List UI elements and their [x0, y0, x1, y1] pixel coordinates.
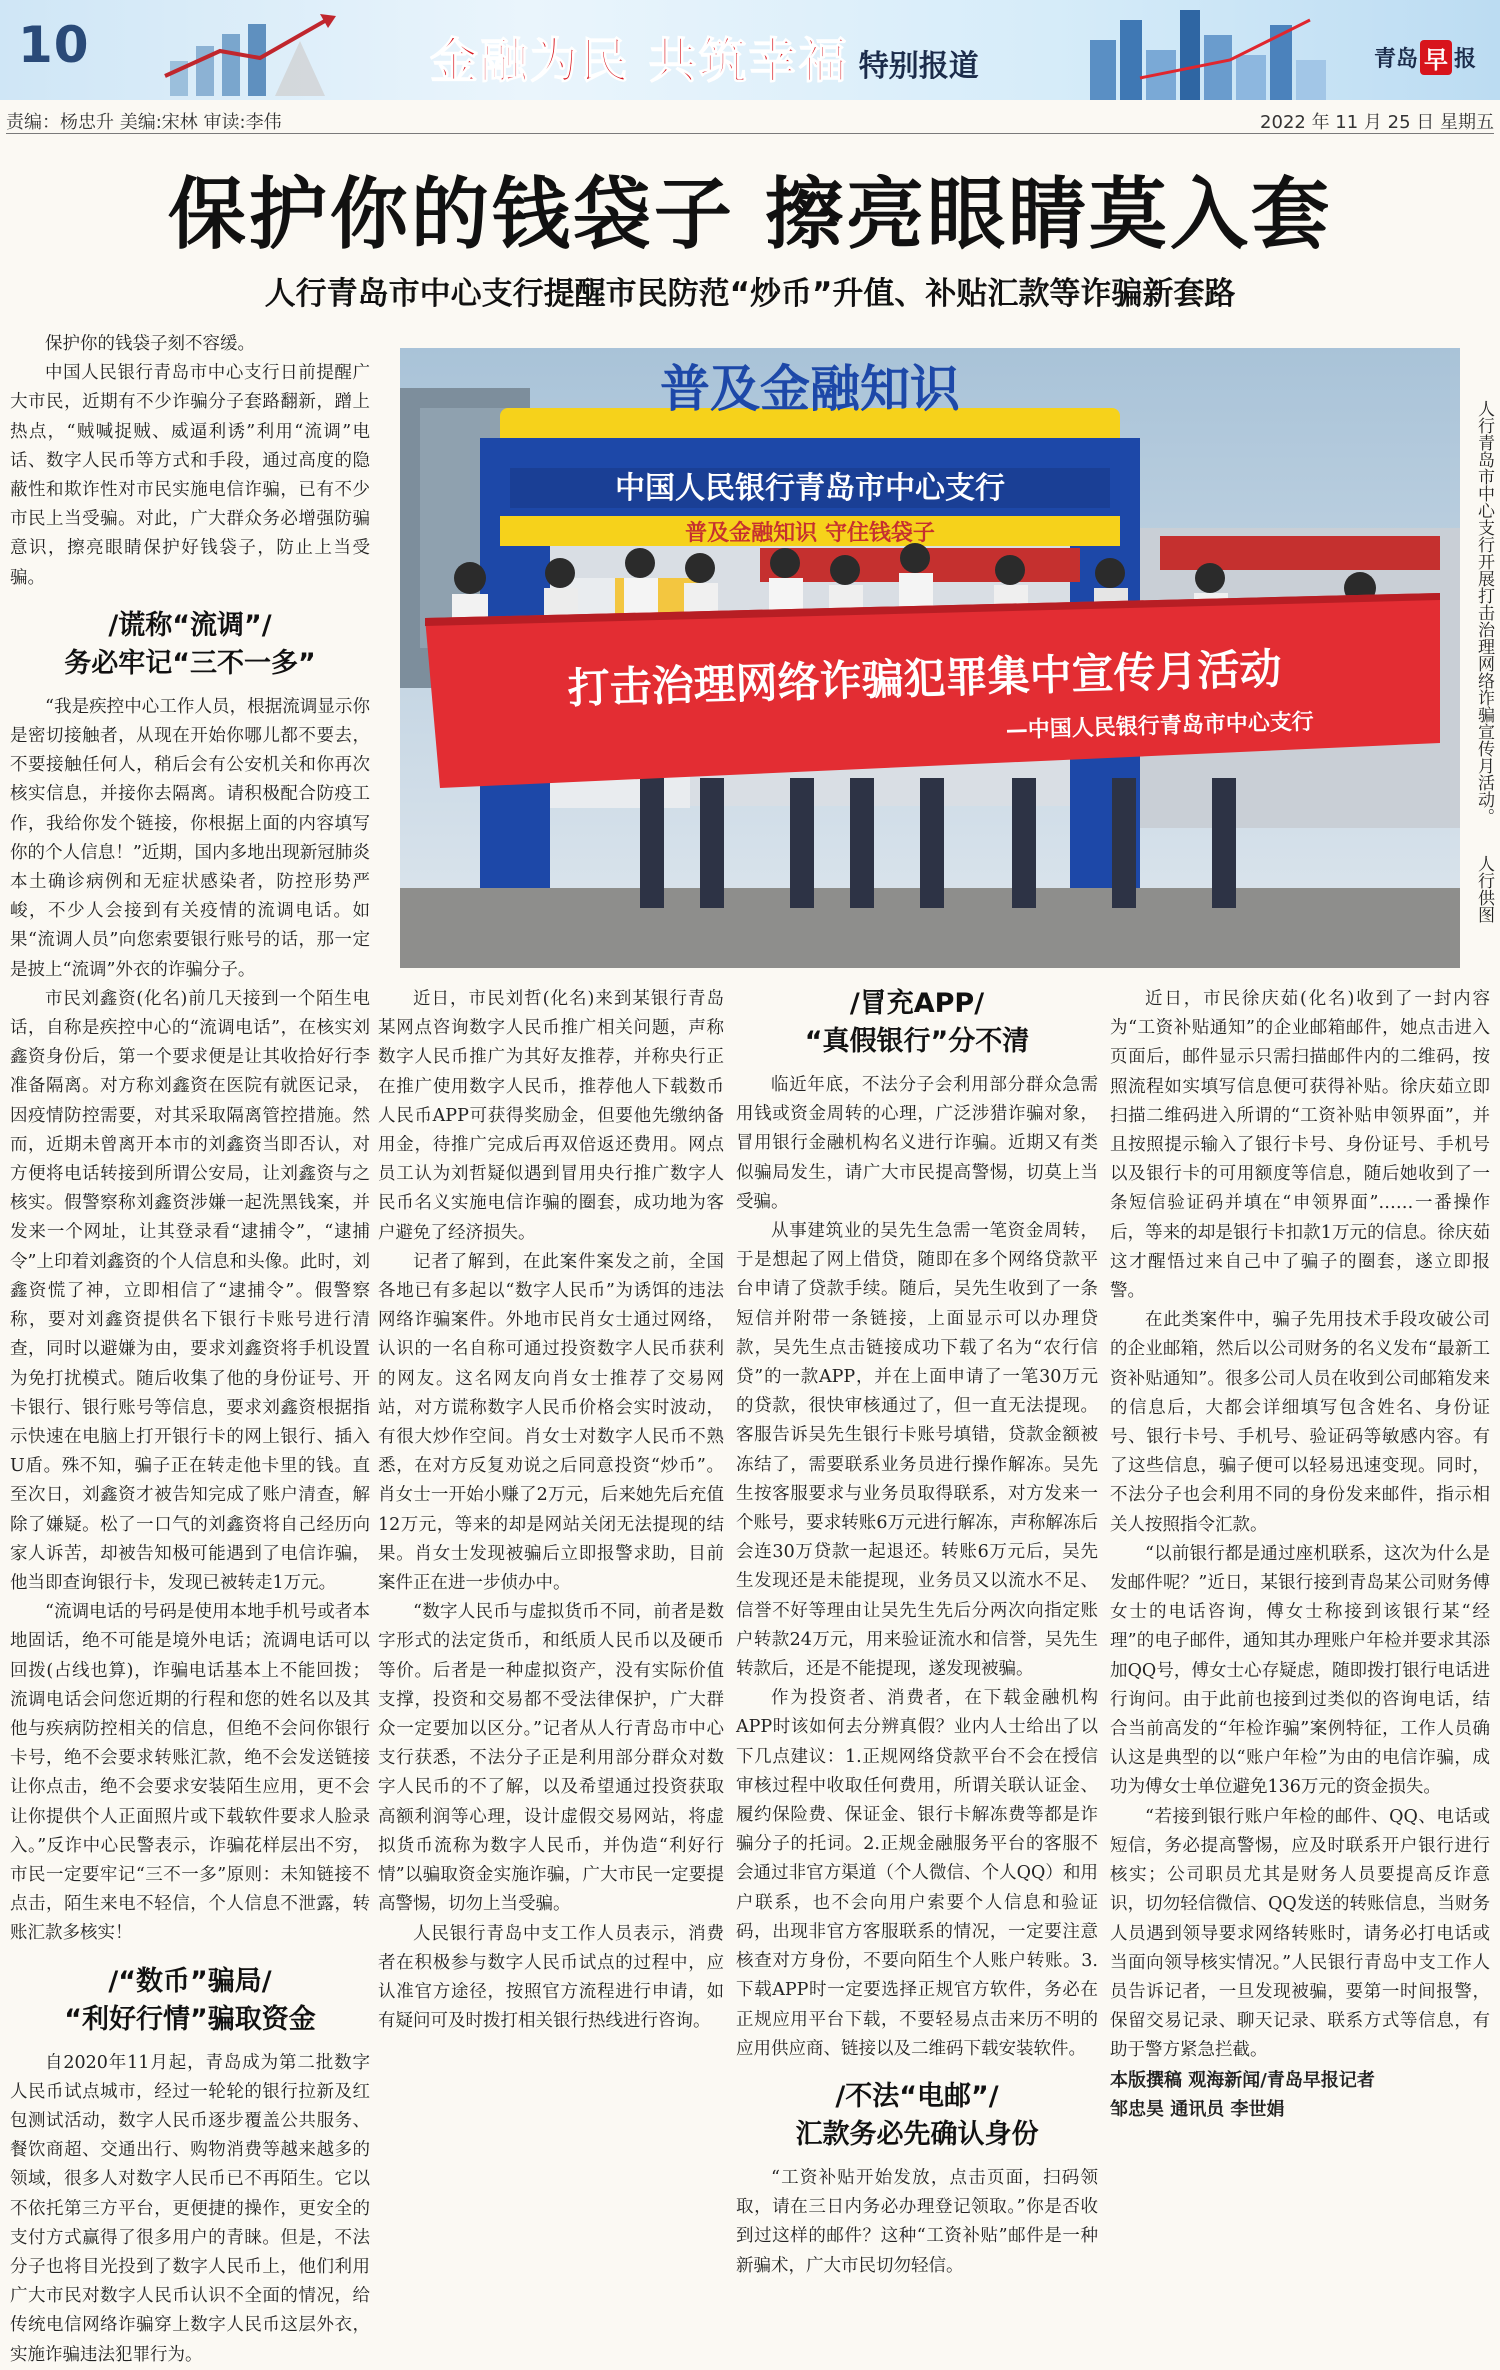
article-column-1 [10, 330, 370, 2365]
issue-date: 2022 年 11 月 25 日 星期五 [1260, 112, 1494, 133]
brand-seal: 早 [1420, 40, 1452, 75]
article-paragraph: 近日，市民徐庆茹(化名)收到了一封内容为“工资补贴通知”的企业邮箱邮件，她点击进入页面后，邮件显示只需扫描邮件内的二维码，按照流程如实填写信息便可获得补贴。徐庆茹立即扫描二维码进入所谓的“工资补贴申领界面”，并且按照提示输入了银行卡号、身份证号、手机号以及银行卡的可用额度等信息，随后她收到了一条短信验证码并填在“申领界面”……一番操作后，等来的却是银行卡扣款1万元的信息。徐庆茹这才醒悟过来自己中了骗子的圈套，遂立即报警。 [1110, 989, 1490, 1302]
article-column-4 [1110, 985, 1490, 2230]
article-byline: 本版撰稿 观海新闻/青岛早报记者 [1110, 2069, 1375, 2091]
article-paragraph: 自2020年11月起，青岛成为第二批数字人民币试点城市，经过一轮轮的银行拉新及红包测试活动，数字人民币逐步覆盖公共服务、餐饮商超、交通出行、购物消费等越来越多的领域，很多人对数字人民币已不再陌生。它以不依托第三方平台，更便捷的操作，更安全的支付方式赢得了很多用户的青睐。但是，不法分子也将目光投到了数字人民币上，他们利用广大市民对数字人民币认识不全面的情况，给传统电信网络诈骗穿上数字人民币这层外衣，实施诈骗违法犯罪行为。 [10, 2052, 370, 2365]
article-paragraph: 人民银行青岛中支工作人员表示，消费者在积极参与数字人民币试点的过程中，应认准官方途径，按照官方流程进行申请，如有疑问可及时拨打相关银行热线进行咨询。 [378, 1923, 724, 2032]
growth-bars-decoration [160, 6, 410, 96]
photo-top-sign: 普及金融知识 [660, 360, 960, 418]
photo-arch-slogan: 普及金融知识 守住钱袋子 [685, 521, 935, 546]
banner-title [430, 22, 979, 91]
article-column-2 [378, 985, 724, 2230]
photo-caption [1466, 400, 1494, 980]
article-paragraph: 记者了解到，在此案件案发之前，全国各地已有多起以“数字人民币”为诱饵的违法网络诈骗案件。外地市民肖女士通过网络，认识的一名自称可通过投资数字人民币获利的网友。这名网友向肖女士推荐了交易网站，对方谎称数字人民币价格会实时波动，有很大炒作空间。肖女士对数字人民币不熟悉，在对方反复劝说之后同意投资“炒币”。肖女士一开始小赚了2万元，后来她先后充值12万元，等来的却是网站关闭无法提现的结果。肖女士发现被骗后立即报警求助，目前案件正在进一步侦办中。 [378, 1251, 724, 1594]
article-paragraph: 作为投资者、消费者，在下载金融机构APP时该如何去分辨真假？业内人士给出了以下几点建议：1.正规网络贷款平台不会在授信审核过程中收取任何费用，所谓关联认证金、履约保险费、保证金、银行卡解冻费等都是诈骗分子的托词。2.正规金融服务平台的客服不会通过非官方渠道（个人微信、个人QQ）和用户联系，也不会向用户索要个人信息和验证码，出现非官方客服联系的情况，一定要注意核查对方身份，不要向陌生个人账户转账。3.下载APP时一定要选择正规官方软件，务必在正规应用平台下载，不要轻易点击来历不明的应用供应商、链接以及二维码下载安装软件。 [736, 1688, 1098, 2059]
article-paragraph: “以前银行都是通过座机联系，这次为什么是发邮件呢？”近日，某银行接到青岛某公司财务傅女士的电话咨询，傅女士称接到该银行某“经理”的电子邮件，通知其办理账户年检并要求其添加QQ号，傅女士心存疑虑，随即拨打银行电话进行询问。由于此前也接到过类似的咨询电话，结合当前高发的“年检诈骗”案例特征，工作人员确认这是典型的以“账户年检”为由的电信诈骗，成功为傅女士单位避免136万元的资金损失。 [1110, 1543, 1490, 1798]
photo-cloth-banner-text: 打击治理网络诈骗犯罪集中宣传月活动 [567, 644, 1283, 713]
city-skyline-decoration [1080, 0, 1380, 100]
brand-name-left: 青岛 [1373, 47, 1418, 72]
article-paragraph: “工资补贴开始发放，点击页面，扫码领取，请在三日内务必办理登记领取。”你是否收到过这样的邮件？这种“工资补贴”邮件是一种新骗术，广大市民切勿轻信。 [736, 2167, 1098, 2276]
intro-paragraph: 保护你的钱袋子刻不容缓。 [45, 334, 255, 354]
banner-title-main: 金融为民 共筑幸福 [430, 33, 849, 89]
article-column-3 [736, 985, 1098, 2276]
article-paragraph: “我是疾控中心工作人员，根据流调显示你是密切接触者，从现在开始你哪儿都不要去，不要接触任何人，稍后会有公安机关和你再次核实信息，并接你去隔离。请积极配合防疫工作，我给你发个链接，你根据上面的内容填写你的个人信息！”近期，国内多地出现新冠肺炎本土确诊病例和无症状感染者，防控形势严峻，不少人会接到有关疫情的流调电话。如果“流调人员”向您索要银行账号的话，那一定是披上“流调”外衣的诈骗分子。 [10, 696, 370, 980]
photo-caption-text: 人行青岛市中心支行开展打击治理网络诈骗宣传月活动。 [1474, 400, 1494, 825]
credits-line [6, 108, 1494, 134]
editor-credits: 责编：杨忠升 美编:宋林 审读:李伟 [6, 112, 282, 133]
page-number: 10 [18, 16, 90, 74]
article-paragraph: 临近年底，不法分子会利用部分群众急需用钱或资金周转的心理，广泛涉猎诈骗对象，冒用银行金融机构名义进行诈骗。近期又有类似骗局发生，请广大市民提高警惕，切莫上当受骗。 [736, 1075, 1098, 1212]
page-banner [0, 0, 1500, 100]
page-headline: 保护你的钱袋子 擦亮眼睛莫入套 [167, 169, 1333, 260]
newspaper-brand-logo [1374, 40, 1476, 75]
section-title-shubi: /“数币”骗局/ “利好行情”骗取资金 [64, 1965, 316, 2035]
article-paragraph: 近日，市民刘哲(化名)来到某银行青岛某网点咨询数字人民币推广相关问题，声称数字人民币推广为其好友推荐，并称央行正在推广使用数字人民币，推荐他人下载数币人民币APP可获得奖励金，但要他先缴纳备用金，待推广完成后再双倍返还费用。网点员工认为刘哲疑似遇到冒用央行推广数字人民币名义实施电信诈骗的圈套，成功地为客户避免了经济损失。 [378, 989, 724, 1243]
banner-tag: 特别报道 [858, 49, 979, 84]
article-paragraph: 从事建筑业的吴先生急需一笔资金周转，于是想起了网上借贷，随即在多个网络贷款平台申请了贷款手续。随后，吴先生收到了一条短信并附带一条链接，上面显示可以办理贷款，吴先生点击链接成功下载了名为“农行信贷”的一款APP，并在上面申请了一笔30万元的贷款，很快审核通过了，但一直无法提现。客服告诉吴先生银行卡账号填错，贷款金额被冻结了，需要联系业务员进行操作解冻。吴先生按客服要求与业务员取得联系，对方发来一个账号，要求转账6万元进行解冻，声称解冻后会连30万贷款一起退还。转账6万元后，吴先生发现还是未能提现，业务员又以流水不足、信誉不好等理由让吴先生先后分两次向指定账户转款24万元，用来验证流水和信誉，吴先生转款后，还是不能提现，遂发现被骗。 [736, 1221, 1098, 1680]
photo-credit: 人行供图 [1474, 855, 1494, 923]
photo-arch-sign: 中国人民银行青岛市中心支行 [615, 471, 1005, 506]
photo-cloth-banner-sub: —中国人民银行青岛市中心支行 [1005, 709, 1315, 744]
article-paragraph: “若接到银行账户年检的邮件、QQ、电话或短信，务必提高警惕，应及时联系开户银行进行核实；公司职员尤其是财务人员要提高反诈意识，切勿轻信微信、QQ发送的转账信息，当财务人员遇到领导要求网络转账时，请务必打电话或当面向领导核实情况。”人民银行青岛中支工作人员告诉记者，一旦发现被骗，要第一时间报警，保留交易记录、聊天记录、联系方式等信息，有助于警方紧急拦截。 [1110, 1806, 1490, 2061]
section-title-liudiao: /谎称“流调”/ 务必牢记“三不一多” [64, 609, 316, 679]
section-title-email: /不法“电邮”/ 汇款务必先确认身份 [795, 2080, 1039, 2150]
page-subheadline: 人行青岛市中心支行提醒市民防范“炒币”升值、补贴汇款等诈骗新套路 [264, 276, 1236, 312]
article-paragraph: 在此类案件中，骗子先用技术手段攻破公司的企业邮箱，然后以公司财务的名义发布“最新工资补贴通知”。很多公司人员在收到公司邮箱发来的信息后，大都会详细填写包含姓名、身份证号、银行卡号、手机号、验证码等敏感内容。有了这些信息，骗子便可以轻易迅速变现。同时，不法分子也会利用不同的身份发来邮件，指示相关人按照指令汇款。 [1110, 1310, 1490, 1535]
brand-name-right: 报 [1453, 47, 1476, 72]
intro-paragraph: 中国人民银行青岛市中心支行日前提醒广大市民，近期有不少诈骗分子套路翻新，蹭上热点，“贼喊捉贼、威逼利诱”利用“流调”电话、数字人民币等方式和手段，通过高度的隐蔽性和欺诈性对市民实施电信诈骗，已有不少市民上当受骗。对此，广大群众务必增强防骗意识，擦亮眼睛保护好钱袋子，防止上当受骗。 [10, 363, 370, 588]
article-paragraph: “流调电话的号码是使用本地手机号或者本地固话，绝不可能是境外电话；流调电话可以回拨(占线也算)，诈骗电话基本上不能回拨；流调电话会问您近期的行程和您的姓名以及其他与疾病防控相关的信息，但绝不会问你银行卡号，绝不会要求转账汇款，绝不会发送链接让你点击，绝不会要求安装陌生应用，更不会让你提供个人正面照片或下载软件要求人脸录入。”反诈中心民警表示，诈骗花样层出不穷，市民一定要牢记“三不一多”原则：未知链接不点击，陌生来电不轻信，个人信息不泄露，转账汇款多核实！ [10, 1602, 370, 1944]
event-photo [400, 348, 1460, 968]
section-title-app: /冒充APP/ “真假银行”分不清 [804, 988, 1030, 1057]
event-photo-illustration [400, 348, 1460, 968]
article-paragraph: “数字人民币与虚拟货币不同，前者是数字形式的法定货币，和纸质人民币以及硬币等价。后者是一种虚拟资产，没有实际价值支撑，投资和交易都不受法律保护，广大群众一定要加以区分。”记者从人行青岛市中心支行获悉，不法分子正是利用部分群众对数字人民币的不了解，以及希望通过投资获取高额利润等心理，设计虚假交易网站，将虚拟货币流称为数字人民币，并伪造“利好行情”以骗取资金实施诈骗，广大市民一定要提高警惕，切勿上当受骗。 [378, 1602, 724, 1915]
article-paragraph: 市民刘鑫资(化名)前几天接到一个陌生电话，自称是疾控中心的“流调电话”，在核实刘鑫资身份后，第一个要求便是让其收拾好行李准备隔离。对方称刘鑫资在医院有就医记录，因疫情防控需要，对其采取隔离管控措施。然而，近期未曾离开本市的刘鑫资当即否认，对方便将电话转接到所谓公安局，让刘鑫资与之核实。假警察称刘鑫资涉嫌一起洗黑钱案，并发来一个网址，让其登录看“逮捕令”，“逮捕令”上印着刘鑫资的个人信息和头像。此时，刘鑫资慌了神，立即相信了“逮捕令”。假警察称，要对刘鑫资提供名下银行卡账号进行清查，同时以避嫌为由，要求刘鑫资将手机设置为免打扰模式。随后收集了他的身份证号、开卡银行、银行账号等信息，要求刘鑫资根据指示快速在电脑上打开银行卡的网上银行、插入U盾。殊不知，骗子正在转走他卡里的钱。直至次日，刘鑫资才被告知完成了账户清查，解除了嫌疑。松了一口气的刘鑫资将自己经历向家人诉苦，却被告知极可能遇到了电信诈骗，他当即查询银行卡，发现已被转走1万元。 [10, 988, 370, 1593]
article-byline-names: 邹忠昊 通讯员 李世娟 [1110, 2098, 1285, 2120]
